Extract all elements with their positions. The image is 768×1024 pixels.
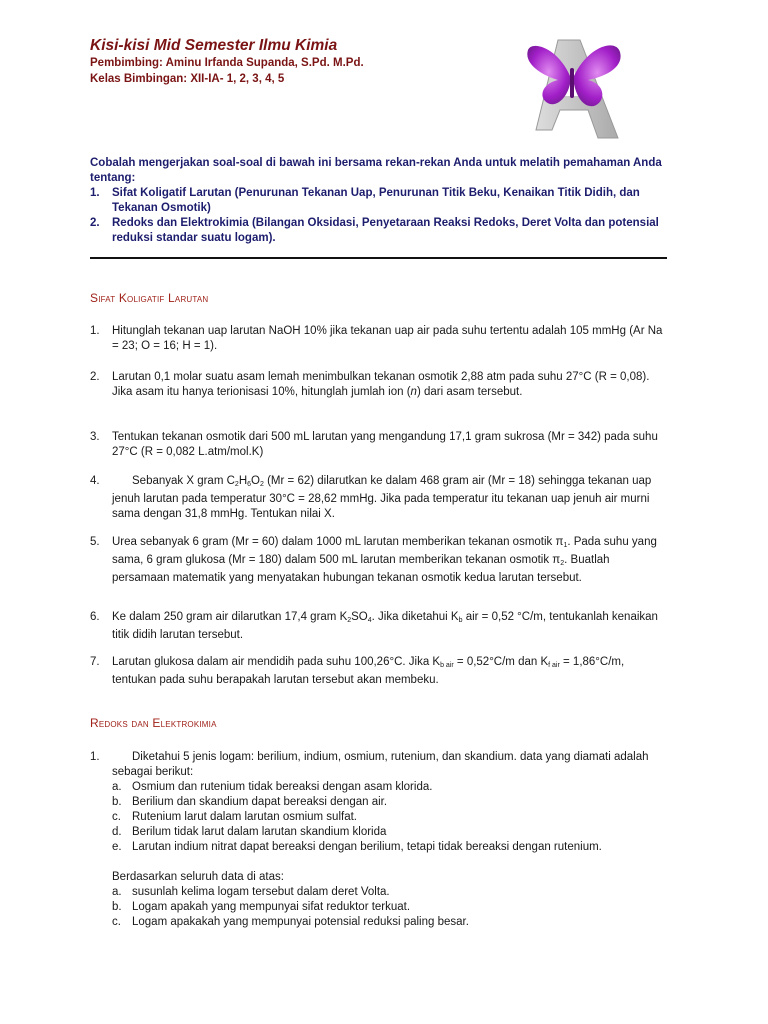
item-number: 1. — [90, 187, 100, 199]
question-text: Ke dalam 250 gram air dilarutkan 17,4 gram K — [112, 611, 348, 623]
prompt: Berdasarkan seluruh data di atas: — [112, 871, 284, 883]
question-2 — [90, 370, 670, 400]
question-text: (Mr = 62) dilarutkan ke dalam 468 gram air (Mr = 18) sehingga tekanan uap jenuh larutan pada temperatur 30°C = 28,62 mmHg. Jika pada temperatur itu tekanan uap jenuh air murni sama dengan 31,8 mmHg. Tentukan nilai X. — [112, 475, 652, 520]
item-letter: a. — [112, 781, 122, 793]
item-text: Logam apakakah yang mempunyai potensial reduksi paling besar. — [132, 916, 469, 928]
observation-item — [112, 780, 670, 795]
question-number: 5. — [90, 536, 100, 548]
sub-question — [112, 900, 670, 915]
item-text: Logam apakah yang mempunyai sifat reduktor terkuat. — [132, 901, 411, 913]
divider — [90, 257, 667, 259]
question-3 — [90, 430, 670, 460]
question-number: 4. — [90, 475, 100, 487]
subscript: 4 — [367, 617, 372, 624]
item-letter: d. — [112, 826, 122, 838]
intro-text: Cobalah mengerjakan soal-soal di bawah ini bersama rekan-rekan Anda untuk melatih pemahaman Anda tentang: — [90, 157, 662, 184]
observation-item — [112, 810, 670, 825]
observation-list — [112, 780, 670, 855]
sub-question — [112, 915, 670, 930]
question-text: = 0,52°C/m dan K — [453, 656, 549, 668]
question-number: 7. — [90, 656, 100, 668]
item-text: Redoks dan Elektrokimia (Bilangan Oksidasi, Penyetaraan Reaksi Redoks, Deret Volta dan potensial reduksi standar suatu logam). — [112, 217, 659, 244]
item-letter: b. — [112, 901, 122, 913]
question-text: . Buatlah persamaan matematik yang menyatakan hubungan tekanan osmotik kedua larutan tersebut. — [112, 554, 610, 584]
item-letter: c. — [112, 811, 121, 823]
question-number: 6. — [90, 611, 100, 623]
subscript: 2 — [347, 617, 352, 624]
question-text: air = 0,52 °C/m, tentukanlah kenaikan titik didih larutan tersebut. — [112, 611, 658, 641]
subscript: b air — [440, 662, 454, 669]
item-text: Sifat Koligatif Larutan (Penurunan Tekanan Uap, Penurunan Titik Beku, Kenaikan Titik Didih, dan Tekanan Osmotik) — [112, 187, 640, 214]
question-text: . Jika diketahui K — [371, 611, 459, 623]
observation-item — [112, 795, 670, 810]
item-number: 2. — [90, 217, 100, 229]
question-text: . Pada suhu yang sama, 6 gram glukosa (Mr = 180) dalam 500 mL larutan memberikan tekanan osmotik π — [112, 536, 657, 566]
section-heading-redoks: Redoks dan Elektrokimia — [90, 716, 217, 730]
question-text: O — [251, 475, 260, 487]
question-7 — [90, 655, 670, 688]
item-letter: a. — [112, 886, 122, 898]
observation-item — [112, 825, 670, 840]
subscript: 2 — [260, 481, 264, 488]
question-number: 3. — [90, 431, 100, 443]
question-text: Urea sebanyak 6 gram (Mr = 60) dalam 1000 mL larutan memberikan tekanan osmotik π — [112, 536, 564, 548]
question-text: SO — [351, 611, 368, 623]
question-text: Diketahui 5 jenis logam: berilium, indium, osmium, rutenium, dan skandium. data yang diamati adalah sebagai berikut: — [112, 751, 649, 778]
sub-question — [112, 885, 670, 900]
item-text: susunlah kelima logam tersebut dalam deret Volta. — [132, 886, 390, 898]
subscript: 1 — [563, 542, 568, 549]
question-text: n — [410, 386, 417, 398]
subscript: 6 — [247, 481, 252, 488]
item-text: Berilium dan skandium dapat bereaksi dengan air. — [132, 796, 388, 808]
question-number: 2. — [90, 371, 100, 383]
item-letter: e. — [112, 841, 122, 853]
question-text: Larutan 0,1 molar suatu asam lemah menimbulkan tekanan osmotik 2,88 atm pada suhu 27°C (R = 0,08). Jika asam itu hanya terionisasi 10%, hitunglah jumlah ion ( — [112, 371, 650, 398]
question-1 — [90, 324, 670, 354]
question-list — [112, 885, 670, 930]
question-number: 1. — [90, 751, 100, 763]
question-6 — [90, 610, 670, 643]
question-text: = 1,86°C/m, tentukan pada suhu berapakah larutan tersebut akan membeku. — [112, 656, 625, 686]
question-text: Larutan glukosa dalam air mendidih pada suhu 100,26°C. Jika K — [112, 656, 441, 668]
class-info: Kelas Bimbingan: XII-IA- 1, 2, 3, 4, 5 — [90, 73, 285, 85]
question-text: Hitunglah tekanan uap larutan NaOH 10% jika tekanan uap air pada suhu tertentu adalah 105 mmHg (Ar Na = 23; O = 16; H = 1). — [112, 325, 663, 352]
item-text: Rutenium larut dalam larutan osmium sulfat. — [132, 811, 357, 823]
question-5 — [90, 535, 670, 586]
subscript: 2 — [234, 481, 239, 488]
section-heading-koligatif: Sifat Koligatif Larutan — [90, 291, 209, 305]
question-text: Sebanyak X gram C — [132, 475, 235, 487]
question-text: ) dari asam tersebut. — [416, 386, 523, 398]
redoks-question-1 — [90, 750, 670, 930]
supervisor: Pembimbing: Aminu Irfanda Supanda, S.Pd. M.Pd. — [90, 57, 364, 69]
document-title: Kisi-kisi Mid Semester Ilmu Kimia — [90, 37, 338, 54]
item-letter: b. — [112, 796, 122, 808]
item-text: Osmium dan rutenium tidak bereaksi dengan asam klorida. — [132, 781, 433, 793]
topic-item — [90, 186, 680, 216]
observation-item — [112, 840, 670, 855]
subscript: b — [458, 617, 463, 624]
item-text: Larutan indium nitrat dapat bereaksi dengan berilium, tetapi tidak bereaksi dengan rutenium. — [132, 841, 602, 853]
question-4 — [90, 474, 670, 522]
question-text: H — [238, 475, 248, 487]
item-text: Berilum tidak larut dalam larutan skandium klorida — [132, 826, 387, 838]
subscript: 2 — [560, 560, 565, 567]
question-number: 1. — [90, 325, 100, 337]
butterfly-logo-icon — [518, 38, 628, 146]
item-letter: c. — [112, 916, 121, 928]
subscript: f air — [548, 662, 560, 669]
intro — [90, 156, 680, 246]
question-text: Tentukan tekanan osmotik dari 500 mL larutan yang mengandung 17,1 gram sukrosa (Mr = 342) pada suhu 27°C (R = 0,082 L.atm/mol.K) — [112, 431, 658, 458]
topic-item — [90, 216, 680, 246]
